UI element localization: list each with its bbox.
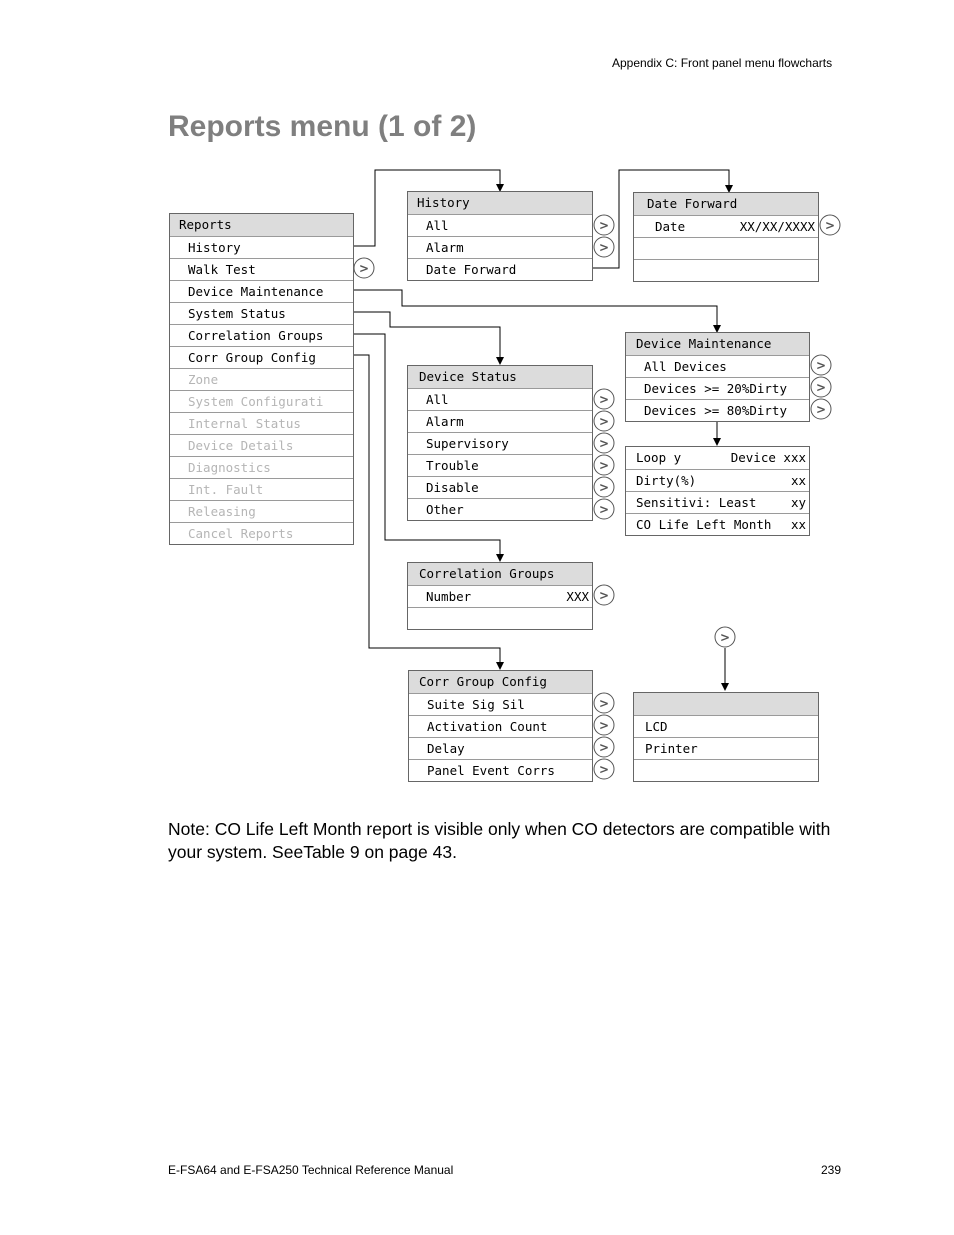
device-detail-label: Loop y (636, 450, 682, 465)
device-detail-value: Device xxx (730, 450, 806, 465)
connector-device-maintenance (354, 290, 717, 332)
device-detail-label: CO Life Left Month (636, 517, 772, 532)
next-arrow-icon[interactable] (820, 215, 840, 235)
correlation-groups-menu (407, 562, 593, 630)
svg-text:>: > (358, 261, 370, 276)
corr-group-config-menu (408, 670, 593, 782)
history-item-all[interactable]: All (408, 214, 592, 236)
corr-group-config-item-activation-count[interactable]: Activation Count (409, 715, 592, 737)
reports-menu (169, 213, 354, 545)
device-status-menu (407, 365, 593, 521)
footer-manual-title: E-FSA64 and E-FSA250 Technical Reference Manual (168, 1163, 454, 1177)
device-detail-label: Dirty(%) (636, 473, 697, 488)
reports-item-device-maintenance[interactable]: Device Maintenance (170, 280, 353, 302)
next-arrow-icon[interactable] (594, 215, 614, 235)
next-arrow-icon[interactable] (811, 399, 831, 419)
device-status-item-supervisory[interactable]: Supervisory (408, 432, 592, 454)
svg-text:>: > (598, 740, 610, 755)
page-title: Reports menu (1 of 2) (168, 110, 477, 143)
svg-text:>: > (598, 240, 610, 255)
running-header: Appendix C: Front panel menu flowcharts (612, 56, 833, 70)
device-detail-value: xy (790, 495, 806, 510)
date-forward-menu (633, 192, 819, 282)
svg-text:>: > (815, 380, 827, 395)
reports-item-zone: Zone (170, 368, 353, 390)
next-arrow-icon[interactable] (594, 585, 614, 605)
svg-text:>: > (598, 696, 610, 711)
output-item-printer[interactable]: Printer (634, 737, 818, 759)
device-detail-row (626, 513, 809, 535)
history-menu-title: History (408, 192, 592, 214)
device-detail-value: xx (790, 517, 806, 532)
next-arrow-icon[interactable] (594, 499, 614, 519)
svg-text:>: > (598, 458, 610, 473)
device-status-item-all[interactable]: All (408, 388, 592, 410)
next-arrow-icon[interactable] (594, 411, 614, 431)
footer-page-number: 239 (821, 1163, 842, 1177)
reports-item-cancel-reports: Cancel Reports (170, 522, 353, 544)
reports-item-internal-status: Internal Status (170, 412, 353, 434)
next-arrow-icon[interactable] (811, 377, 831, 397)
device-maintenance-menu (625, 332, 810, 422)
svg-text:>: > (719, 630, 731, 645)
reports-item-history[interactable]: History (170, 236, 353, 258)
next-arrow-icon[interactable] (354, 258, 374, 278)
svg-text:>: > (815, 402, 827, 417)
reports-item-corr-group-config[interactable]: Corr Group Config (170, 346, 353, 368)
number-value: XXX (566, 589, 589, 604)
svg-text:>: > (598, 588, 610, 603)
output-item-lcd[interactable]: LCD (634, 715, 818, 737)
output-empty-row (634, 759, 818, 781)
connector-system-status (354, 312, 500, 364)
next-arrow-icon[interactable] (811, 355, 831, 375)
date-forward-empty-row (634, 237, 818, 259)
device-status-menu-title: Device Status (408, 366, 592, 388)
svg-text:>: > (598, 502, 610, 517)
device-status-item-trouble[interactable]: Trouble (408, 454, 592, 476)
svg-text:>: > (598, 218, 610, 233)
next-arrow-icon[interactable] (594, 759, 614, 779)
date-value: XX/XX/XXXX (739, 219, 815, 234)
correlation-groups-number-row[interactable] (408, 585, 592, 607)
reports-item-walk-test[interactable]: Walk Test (170, 258, 353, 280)
next-arrow-icon[interactable] (594, 693, 614, 713)
next-arrow-icon[interactable] (594, 433, 614, 453)
reports-item-device-details: Device Details (170, 434, 353, 456)
next-arrow-icon[interactable] (594, 477, 614, 497)
history-menu (407, 191, 593, 281)
device-detail-value: xx (790, 473, 806, 488)
device-maintenance-item-80-dirty[interactable]: Devices >= 80%Dirty (626, 399, 809, 421)
note-text: Note: CO Life Left Month report is visible only when CO detectors are compatible with your system. SeeTable 9 on page 43. (168, 819, 831, 862)
correlation-groups-menu-title: Correlation Groups (408, 563, 592, 585)
svg-text:>: > (598, 436, 610, 451)
reports-item-system-status[interactable]: System Status (170, 302, 353, 324)
device-detail-row (626, 447, 809, 469)
reports-item-correlation-groups[interactable]: Correlation Groups (170, 324, 353, 346)
history-item-alarm[interactable]: Alarm (408, 236, 592, 258)
next-arrow-icon[interactable] (594, 737, 614, 757)
next-arrow-icon[interactable] (594, 389, 614, 409)
date-forward-date-row[interactable] (634, 215, 818, 237)
svg-text:>: > (598, 414, 610, 429)
device-detail-row (626, 491, 809, 513)
next-arrow-icon[interactable] (715, 627, 735, 647)
next-arrow-icon[interactable] (594, 455, 614, 475)
svg-text:>: > (824, 218, 836, 233)
next-arrow-icon[interactable] (594, 237, 614, 257)
date-forward-menu-title: Date Forward (634, 193, 818, 215)
corr-group-config-menu-title: Corr Group Config (409, 671, 592, 693)
number-label: Number (426, 589, 472, 604)
corr-group-config-item-delay[interactable]: Delay (409, 737, 592, 759)
svg-text:>: > (598, 392, 610, 407)
device-maintenance-item-all-devices[interactable]: All Devices (626, 355, 809, 377)
reports-item-releasing: Releasing (170, 500, 353, 522)
output-menu (633, 692, 819, 782)
reports-item-system-configuration: System Configurati (170, 390, 353, 412)
reports-item-diagnostics: Diagnostics (170, 456, 353, 478)
next-arrow-icon[interactable] (594, 715, 614, 735)
device-detail-display (625, 446, 810, 536)
corr-group-config-item-panel-event-corrs[interactable]: Panel Event Corrs (409, 759, 592, 781)
device-maintenance-menu-title: Device Maintenance (626, 333, 809, 355)
device-status-item-alarm[interactable]: Alarm (408, 410, 592, 432)
device-status-item-other[interactable]: Other (408, 498, 592, 520)
reports-menu-title: Reports (170, 214, 353, 236)
reports-item-int-fault: Int. Fault (170, 478, 353, 500)
device-maintenance-item-20-dirty[interactable]: Devices >= 20%Dirty (626, 377, 809, 399)
svg-text:>: > (598, 718, 610, 733)
device-status-item-disable[interactable]: Disable (408, 476, 592, 498)
output-menu-title (634, 693, 818, 715)
svg-text:>: > (598, 480, 610, 495)
date-label: Date (655, 219, 686, 234)
svg-text:>: > (815, 358, 827, 373)
device-detail-label: Sensitivi: Least (636, 495, 757, 510)
svg-text:>: > (598, 762, 610, 777)
device-detail-row (626, 469, 809, 491)
corr-group-config-item-suite-sig-sil[interactable]: Suite Sig Sil (409, 693, 592, 715)
history-item-date-forward[interactable]: Date Forward (408, 258, 592, 280)
date-forward-empty-row (634, 259, 818, 281)
correlation-groups-empty-row (408, 607, 592, 629)
